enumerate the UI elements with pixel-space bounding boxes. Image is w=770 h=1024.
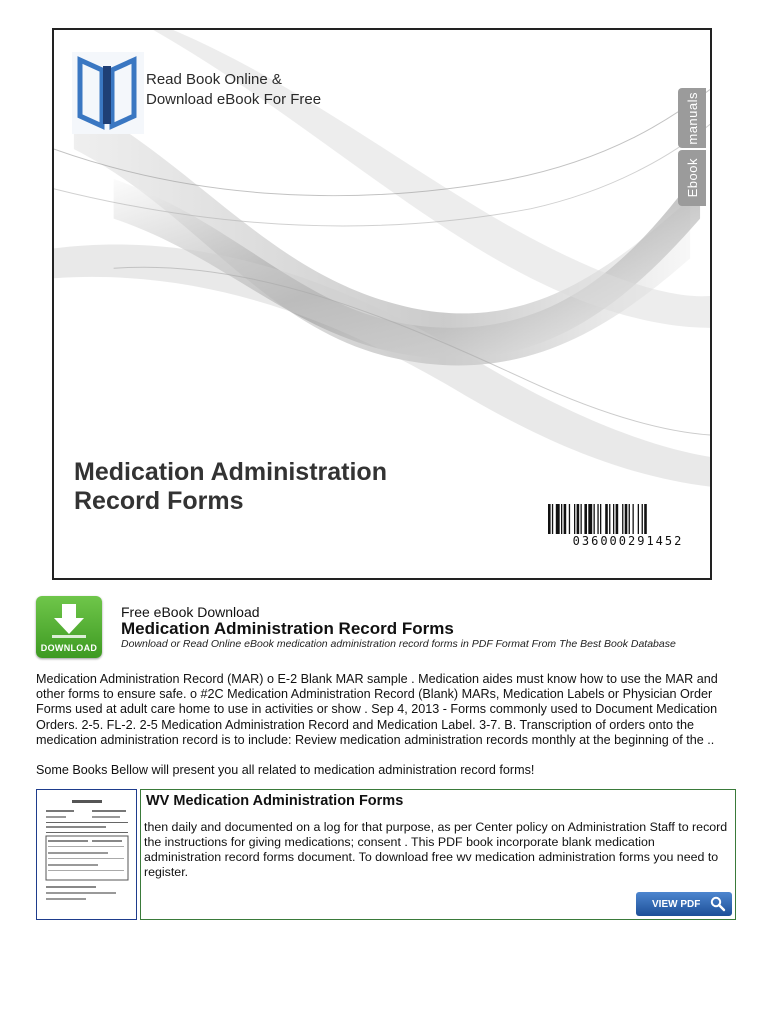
barcode-bar xyxy=(605,504,608,534)
tab-ebook-label: Ebook xyxy=(684,158,700,198)
tab-manuals-label: manuals xyxy=(684,91,700,145)
barcode-bar xyxy=(629,504,630,534)
cover-title-line-1: Medication Administration xyxy=(74,458,387,486)
barcode-bar xyxy=(581,504,582,534)
download-button-label: DOWNLOAD xyxy=(40,643,98,653)
tagline-line-1: Read Book Online & xyxy=(146,71,282,88)
book-cover xyxy=(52,28,712,580)
barcode-bar xyxy=(625,504,628,534)
tab-manuals xyxy=(678,88,706,148)
free-ebook-label: Free eBook Download xyxy=(121,604,260,620)
barcode-bar xyxy=(564,504,567,534)
result-title[interactable]: WV Medication Administration Forms xyxy=(146,793,404,809)
barcode-bar xyxy=(609,504,610,534)
book-logo-icon xyxy=(72,52,144,134)
barcode-bar xyxy=(552,504,553,534)
cover-tagline xyxy=(146,70,321,110)
barcode-bar xyxy=(638,504,639,534)
barcode-bar xyxy=(644,504,647,534)
barcode-bar xyxy=(622,504,623,534)
download-button[interactable] xyxy=(36,596,102,658)
result-card xyxy=(140,789,736,920)
tagline-line-2: Download eBook For Free xyxy=(146,91,322,108)
barcode-bar xyxy=(569,504,570,534)
barcode-bar xyxy=(577,504,580,534)
download-title: Medication Administration Record Forms xyxy=(121,619,454,638)
view-pdf-label: VIEW PDF xyxy=(652,898,701,910)
barcode-bar xyxy=(600,504,601,534)
barcode-bar xyxy=(588,504,592,534)
download-description: Download or Read Online eBook medication administration record forms in PDF Format From The Best Book Database xyxy=(121,638,676,650)
barcode-bar xyxy=(548,504,551,534)
barcode-digits: 036000291452 xyxy=(546,534,710,548)
barcode-bar xyxy=(594,504,595,534)
result-description: then daily and documented on a log for that purpose, as per Center policy on Administration Staff to record the instructions for giving medications; consent . This PDF book incorporate blank medication administration record forms document. To download free wv medication administration forms you need to register. xyxy=(144,820,728,879)
barcode-bar xyxy=(633,504,634,534)
cover-title-line-2: Record Forms xyxy=(74,487,244,515)
view-pdf-button[interactable] xyxy=(636,892,732,916)
barcode-bar xyxy=(597,504,598,534)
side-tabs xyxy=(678,88,708,208)
download-arrow-icon xyxy=(50,602,88,640)
cover-title xyxy=(74,458,387,516)
tab-ebook xyxy=(678,150,706,206)
body-text: Medication Administration Record (MAR) o E-2 Blank MAR sample . Medication aides must know how to use the MAR and other forms to ensure safe. o #2C Medication Administration Record (Blank) MARs, Medication Labels or Physician Order Forms used at adult care home to use in activities or show . Sep 4, 2013 - Forms commonly used to Document Medication Orders. 2-5. FL-2. 2-5 Medication Administration Record and Medication Label. 3-7. B. Transcription of orders onto the medication administration record is to include: Review medication administration records monthly at the beginning of the .. xyxy=(36,672,718,747)
barcode-bar xyxy=(574,504,575,534)
barcode-bar xyxy=(556,504,560,534)
barcode-bar xyxy=(561,504,562,534)
barcode-bar xyxy=(584,504,587,534)
barcode-bar xyxy=(616,504,619,534)
related-intro: Some Books Bellow will present you all related to medication administration record forms! xyxy=(36,763,535,777)
result-thumbnail[interactable] xyxy=(36,789,137,920)
barcode-bar xyxy=(642,504,643,534)
magnifier-icon xyxy=(710,896,726,912)
barcode-bar xyxy=(613,504,614,534)
document-thumbnail-icon xyxy=(42,798,132,910)
